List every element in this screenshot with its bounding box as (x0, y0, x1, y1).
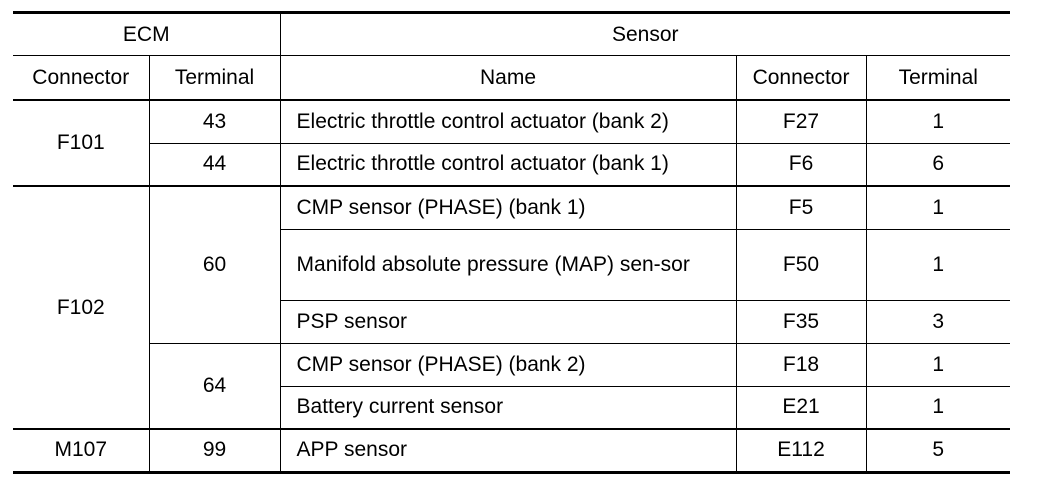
sensor-terminal-cell: 1 (866, 186, 1010, 229)
sensor-connector-header: Connector (736, 56, 866, 101)
sensor-terminal-header: Terminal (866, 56, 1010, 101)
sensor-terminal-cell: 1 (866, 229, 1010, 300)
sensor-name-cell: Electric throttle control actuator (bank 2) (280, 100, 736, 143)
ecm-terminal-cell: 43 (149, 100, 280, 143)
ecm-header: ECM (13, 13, 280, 56)
table-row (13, 143, 1010, 186)
ecm-connector-cell: M107 (13, 429, 149, 472)
connector-terminal-table (13, 11, 1010, 474)
table-row (13, 186, 1010, 229)
sensor-header: Sensor (280, 13, 1010, 56)
ecm-connector-cell: F101 (13, 100, 149, 186)
sensor-name-cell: Electric throttle control actuator (bank 1) (280, 143, 736, 186)
ecm-connector-cell: F102 (13, 186, 149, 429)
table-body (13, 100, 1010, 472)
ecm-terminal-cell: 99 (149, 429, 280, 472)
sensor-terminal-cell: 1 (866, 343, 1010, 386)
table-header (13, 13, 1010, 101)
sensor-terminal-cell: 6 (866, 143, 1010, 186)
sensor-connector-cell: F5 (736, 186, 866, 229)
sensor-terminal-cell: 1 (866, 386, 1010, 429)
sensor-connector-cell: E112 (736, 429, 866, 472)
ecm-terminal-cell: 60 (149, 186, 280, 343)
sensor-name-cell: CMP sensor (PHASE) (bank 2) (280, 343, 736, 386)
ecm-connector-header: Connector (13, 56, 149, 101)
sensor-name-cell: PSP sensor (280, 300, 736, 343)
sensor-terminal-cell: 5 (866, 429, 1010, 472)
table-row (13, 343, 1010, 386)
sensor-name-cell: APP sensor (280, 429, 736, 472)
table-row (13, 429, 1010, 472)
table-row (13, 100, 1010, 143)
sensor-name-cell: Battery current sensor (280, 386, 736, 429)
sensor-name-cell: CMP sensor (PHASE) (bank 1) (280, 186, 736, 229)
sensor-terminal-cell: 1 (866, 100, 1010, 143)
sensor-connector-cell: E21 (736, 386, 866, 429)
sensor-name-header: Name (280, 56, 736, 101)
sensor-name-cell: Manifold absolute pressure (MAP) sen-sor (280, 229, 736, 300)
ecm-terminal-cell: 64 (149, 343, 280, 429)
sensor-connector-cell: F18 (736, 343, 866, 386)
ecm-terminal-cell: 44 (149, 143, 280, 186)
sensor-connector-cell: F35 (736, 300, 866, 343)
sensor-connector-cell: F50 (736, 229, 866, 300)
ecm-terminal-header: Terminal (149, 56, 280, 101)
sensor-connector-cell: F6 (736, 143, 866, 186)
sensor-terminal-cell: 3 (866, 300, 1010, 343)
sensor-connector-cell: F27 (736, 100, 866, 143)
